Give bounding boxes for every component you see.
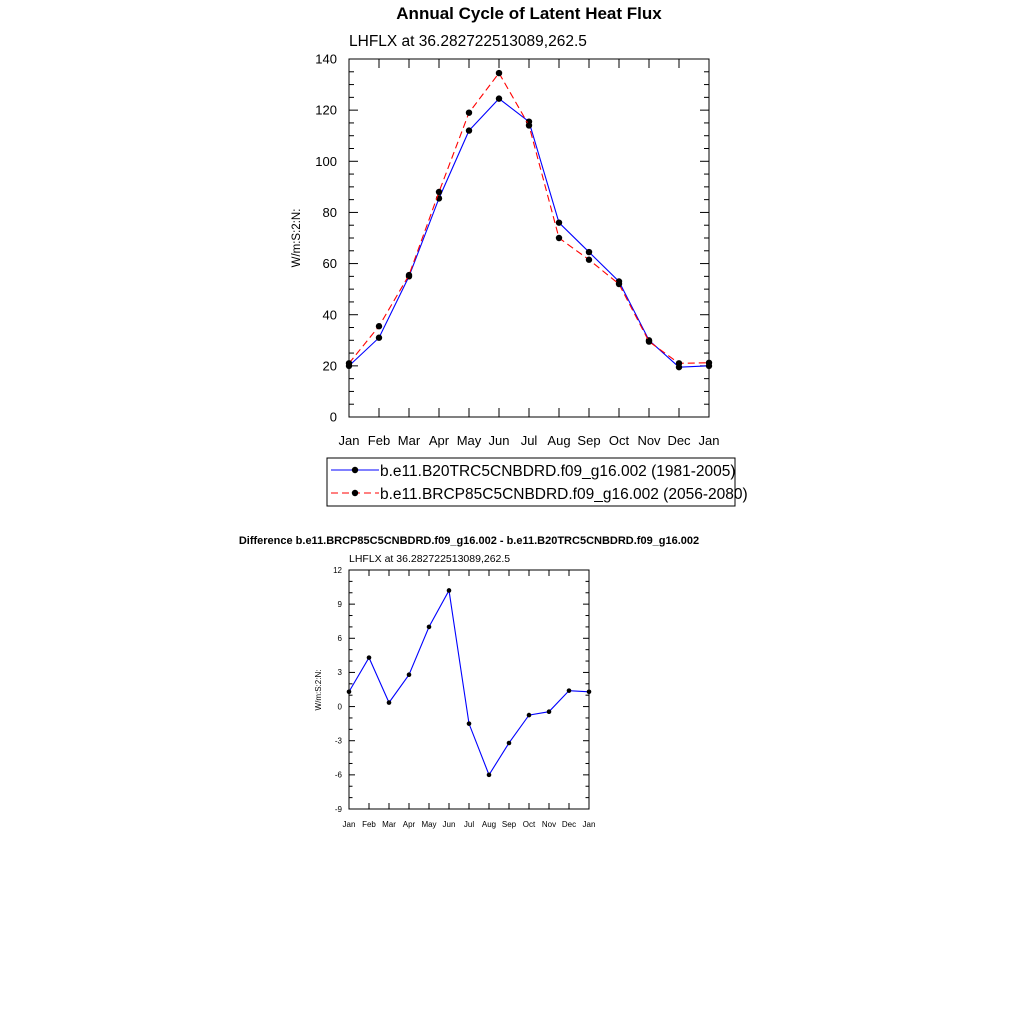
chart-1-title: Annual Cycle of Latent Heat Flux xyxy=(396,4,662,23)
chart-2-xtick-label: Oct xyxy=(522,820,536,829)
chart-2-series-1-point xyxy=(567,688,572,693)
chart-1-xtick-label: Jan xyxy=(698,433,720,448)
chart-2-xtick-label: Jun xyxy=(442,820,456,829)
chart-2-series-1-point xyxy=(347,689,352,694)
chart-2-series-1-point xyxy=(507,741,512,746)
chart-2-xtick-label: Jan xyxy=(342,820,356,829)
chart-1-series-1-point xyxy=(556,219,562,225)
chart-2-xtick-label: Sep xyxy=(501,820,517,829)
chart-1-series-2-point xyxy=(646,338,652,344)
chart-2-ytick-label: 6 xyxy=(337,634,342,644)
chart-1-series-1-point xyxy=(376,335,382,341)
chart-2-xtick-label: Mar xyxy=(382,820,396,829)
chart-1-axes xyxy=(315,52,719,448)
chart-2-xtick-label: Dec xyxy=(561,820,577,829)
chart-1-series-2-point xyxy=(616,281,622,287)
chart-2-ytick-label: -9 xyxy=(334,804,342,814)
chart-2-series-1-point xyxy=(487,773,492,778)
chart-1-series-2-point xyxy=(586,257,592,263)
chart-1-ytick-label: 80 xyxy=(322,204,337,220)
chart-1-series-2-point xyxy=(406,272,412,278)
chart-1-series-1-point xyxy=(586,249,592,255)
chart-2-series-1-point xyxy=(367,655,372,660)
chart-2-xtick-label: May xyxy=(421,820,437,829)
chart-1-ytick-label: 140 xyxy=(315,51,337,67)
chart-1-ytick-label: 20 xyxy=(322,358,337,374)
chart-2-series xyxy=(347,588,592,777)
chart-2-series-1-point xyxy=(387,700,392,705)
chart-1-xtick-label: Jul xyxy=(520,433,538,448)
chart-1-ytick-label: 120 xyxy=(315,102,337,118)
chart-2-title: Difference b.e11.BRCP85C5CNBDRD.f09_g16.002 - b.e11.B20TRC5CNBDRD.f09_g16.002 xyxy=(238,535,700,547)
legend-label-series-2: b.e11.BRCP85C5CNBDRD.f09_g16.002 (2056-2080) xyxy=(380,486,748,503)
chart-1-xtick-label: Mar xyxy=(397,433,421,448)
chart-2-series-1-point xyxy=(447,588,452,593)
chart-1-xtick-label: Apr xyxy=(428,433,450,448)
chart-2-series-1-point xyxy=(527,713,532,718)
chart-2-xtick-label: Jan xyxy=(582,820,596,829)
chart-1-ytick-label: 0 xyxy=(329,409,337,425)
chart-1-xtick-label: Sep xyxy=(577,433,601,448)
chart-1-series-2-point xyxy=(346,360,352,366)
chart-2-ytick-label: 9 xyxy=(337,599,342,609)
legend-marker-series-1 xyxy=(352,467,358,473)
chart-1-xtick-label: Oct xyxy=(608,433,630,448)
chart-1-xtick-label: Jun xyxy=(488,433,510,448)
chart-1-series-2-point xyxy=(436,189,442,195)
chart-1-series-2-point xyxy=(526,122,532,128)
chart-2-series-1-point xyxy=(407,672,412,677)
chart-1-series xyxy=(346,70,712,370)
chart-1-series-2-point xyxy=(466,110,472,116)
chart-1-series-1-point xyxy=(466,127,472,133)
chart-2-ytick-label: 0 xyxy=(337,702,342,712)
chart-1-series-2-point xyxy=(556,235,562,241)
chart-2-series-1-line xyxy=(349,590,589,774)
chart-1-xtick-label: Jan xyxy=(338,433,360,448)
chart-1-series-2-point xyxy=(706,360,712,366)
chart-1-ytick-label: 100 xyxy=(315,153,337,169)
chart-2-subtitle: LHFLX at 36.282722513089,262.5 xyxy=(349,553,511,565)
chart-2-axes xyxy=(333,566,595,829)
chart-1-xtick-label: Aug xyxy=(547,433,571,448)
chart-2-ytick-label: -6 xyxy=(334,770,342,780)
chart-1-xtick-label: Dec xyxy=(667,433,691,448)
chart-2-series-1-point xyxy=(547,709,552,714)
chart-2-plot-frame xyxy=(349,570,589,809)
chart-2-ytick-label: 12 xyxy=(333,565,342,575)
chart-2-xtick-label: Aug xyxy=(481,820,497,829)
chart-2-xtick-label: Jul xyxy=(463,820,475,829)
legend-marker-series-2 xyxy=(352,490,358,496)
chart-1-series-1-line xyxy=(349,99,709,368)
chart-2-ytick-label: 3 xyxy=(337,668,342,678)
chart-2-ylabel: W/m:S:2:N: xyxy=(314,669,323,711)
chart-1-xtick-label: Nov xyxy=(637,433,661,448)
chart-2-xtick-label: Feb xyxy=(362,820,376,829)
chart-1-xtick-label: Feb xyxy=(367,433,391,448)
chart-2-series-1-point xyxy=(587,689,592,694)
chart-1-series-2-line xyxy=(349,73,709,363)
chart-1-series-2-point xyxy=(376,323,382,329)
chart-2-xtick-label: Apr xyxy=(402,820,416,829)
chart-1-ytick-label: 40 xyxy=(322,307,337,323)
chart-1-series-2-point xyxy=(676,360,682,366)
chart-2-xtick-label: Nov xyxy=(541,820,557,829)
chart-2-ytick-label: -3 xyxy=(334,736,342,746)
chart-1-series-2-point xyxy=(496,70,502,76)
chart-2-series-1-point xyxy=(427,625,432,630)
chart-1-ylabel: W/m:S:2:N: xyxy=(291,208,303,268)
chart-1-plot-frame xyxy=(349,59,709,417)
chart-1-legend xyxy=(327,458,748,506)
chart-1-subtitle: LHFLX at 36.282722513089,262.5 xyxy=(349,33,587,50)
chart-1-series-1-point xyxy=(496,95,502,101)
chart-2-series-1-point xyxy=(467,721,472,726)
chart-1-ytick-label: 60 xyxy=(322,256,337,272)
legend-label-series-1: b.e11.B20TRC5CNBDRD.f09_g16.002 (1981-2005) xyxy=(380,463,736,480)
chart-1-xtick-label: May xyxy=(456,433,482,448)
